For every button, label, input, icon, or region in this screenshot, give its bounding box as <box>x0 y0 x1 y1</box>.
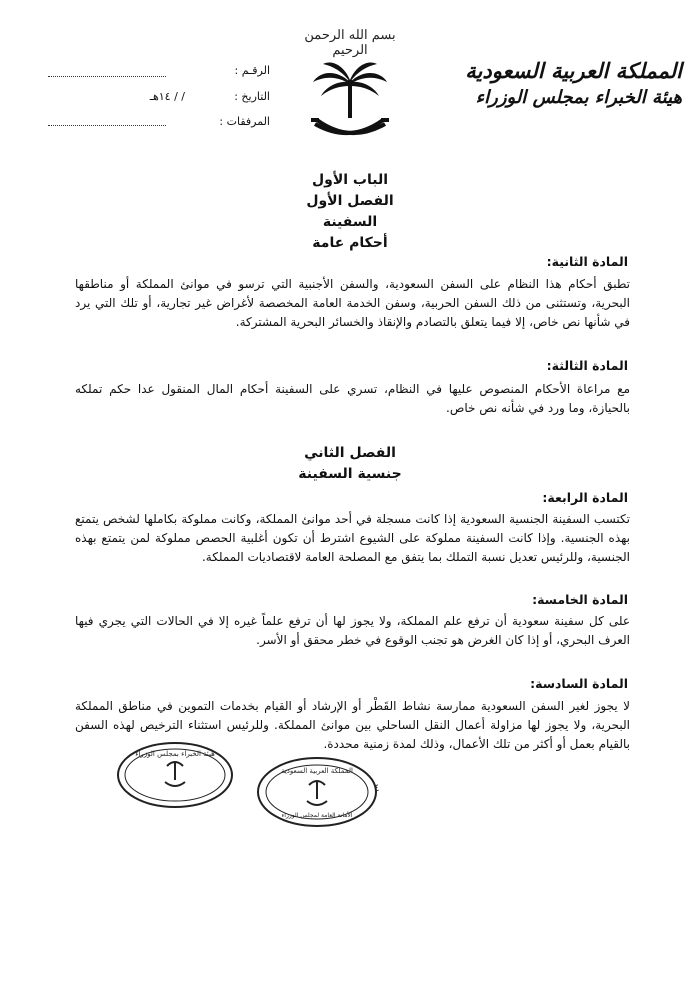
chapter1-heading: الفصل الأول <box>306 193 394 209</box>
attachments-line <box>48 125 166 126</box>
article-title: المادة الثالثة: <box>546 358 628 373</box>
date-value: / / ١٤هـ <box>149 90 185 103</box>
bismillah: بسم الله الرحمن الرحيم <box>304 28 396 58</box>
authority-seal-icon <box>115 740 235 810</box>
secretariat-seal-icon <box>255 755 380 830</box>
article-title: المادة الرابعة: <box>542 490 628 505</box>
date-label: التاريخ : <box>234 90 270 103</box>
org-authority: هيئة الخبراء بمجلس الوزراء <box>475 87 682 108</box>
org-country: المملكة العربية السعودية <box>465 58 682 83</box>
article-title: المادة الثانية: <box>546 254 628 269</box>
seal-right-subtext: الأمانة العامة لمجلس الوزراء <box>281 812 353 819</box>
part-heading: الباب الأول <box>311 172 389 188</box>
article-title: المادة الخامسة: <box>532 592 628 607</box>
article-text: تطبق أحكام هذا النظام على السفن السعودية، والسفن الأجنبية التي ترسو في موانئ المملكة أو مناطقها البحرية، وتستثنى من ذلك السفن الحربية، وسفن الخدمة العامة المخصصة لأغراض غير تجارية، أو تلك التي يرد في شأنها نص خاص، إلا فيما يتعلق بالتصادم والإنقاذ والخسائر البحرية المشتركة. <box>75 277 630 329</box>
organization-header <box>422 58 682 108</box>
chapter2-subheading: جنسية السفينة <box>298 466 402 482</box>
article-text: لا يجوز لغير السفن السعودية ممارسة نشاط القَطْر أو الإرشاد أو القيام بخدمات التموين في مناطق المملكة البحرية، ولا يجوز لها مزاولة أعمال النقل الساحلي بين موانئ المملكة. وللرئيس استثناء الترخيص لهذه السفن بالقيام بعمل أو أكثر من تلك الأعمال، وذلك لمدة زمنية محددة. <box>75 699 630 751</box>
article-text: تكتسب السفينة الجنسية السعودية إذا كانت مسجلة في أحد موانئ المملكة، وكانت مملوكة بكاملها لشخص يتمتع بهذه الجنسية. وإذا كانت السفينة مملوكة على الشيوع اشترط أن تكون أغلبية الحصص مملوكة لمن يتمتع بهذه الجنسية، وللرئيس تعديل نسبة التملك بما يتفق مع المصلحة العامة لاقتصاديات المملكة. <box>75 512 630 564</box>
chapter1-subheading-2: أحكام عامة <box>312 235 388 251</box>
seal-left-text: هيئة الخبراء بمجلس الوزراء <box>135 750 215 758</box>
article-title: المادة السادسة: <box>530 676 628 691</box>
ref-number-label: الرقـم : <box>234 64 270 77</box>
ref-number-line <box>48 76 166 77</box>
seal-right-text: المملكة العربية السعودية <box>281 767 353 775</box>
saudi-emblem-icon <box>305 58 395 148</box>
chapter2-heading: الفصل الثاني <box>304 445 396 461</box>
page-number: ٤ <box>374 783 380 794</box>
article-text: على كل سفينة سعودية أن ترفع علم المملكة، ولا يجوز لها أن ترفع علماً غيره إلا في الحالات التي يجري فيها العرف البحري، أو إذا كان الغرض هو تجنب الوقوع في خطر محقق أو الأسر. <box>75 614 630 647</box>
article-text: مع مراعاة الأحكام المنصوص عليها في النظام، تسري على السفينة أحكام المال المنقول عدا حكم تملكه بالحيازة، وما ورد في شأنه نص خاص. <box>75 382 630 415</box>
chapter1-subheading: السفينة <box>322 214 378 230</box>
attachments-label: المرفقات : <box>219 115 270 128</box>
